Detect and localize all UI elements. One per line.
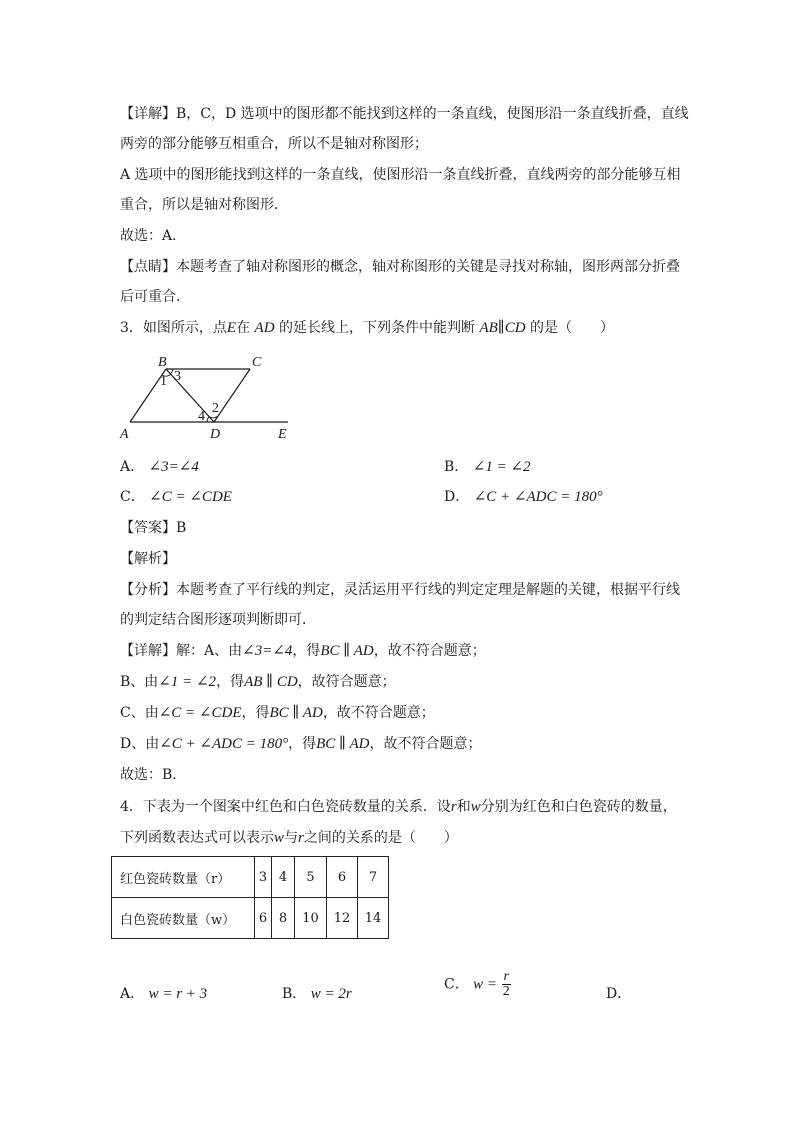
q3-option-c: C． ∠C = ∠CDE xyxy=(120,489,232,505)
detail-label: 【详解】 xyxy=(120,106,176,122)
detail-line-2: 两旁的部分能够互相重合，所以不是轴对称图形； xyxy=(120,136,428,152)
table-cell: 8 xyxy=(272,898,295,939)
q3-choice: 故选：B． xyxy=(120,767,187,783)
label-a: A xyxy=(120,427,129,442)
q4-option-d: D． xyxy=(606,986,632,1002)
table-cell: 12 xyxy=(327,898,358,939)
label-angle-1: 1 xyxy=(160,374,167,389)
q3-option-b: B． ∠1 = ∠2 xyxy=(444,459,531,475)
table-cell: 10 xyxy=(295,898,327,939)
row-label-white: 白色瓷砖数量（w） xyxy=(112,898,255,939)
q4-option-a: A． w = r + 3 xyxy=(120,986,208,1002)
q3-detail-c: C、由∠C = ∠CDE，得BC ∥ AD，故不符合题意； xyxy=(120,705,435,721)
table-row xyxy=(112,898,389,939)
q3-figure xyxy=(118,352,298,444)
angle-4-arc xyxy=(207,417,209,422)
q4-stem-1: 4．下表为一个图案中红色和白色瓷砖数量的关系．设r和w分别为红色和白色瓷砖的数量， xyxy=(120,799,677,815)
q3-option-a: A． ∠3=∠4 xyxy=(120,459,199,475)
detail-answer: 故选：A． xyxy=(120,228,187,244)
q3-detail-d: D、由∠C + ∠ADC = 180°，得BC ∥ AD，故不符合题意； xyxy=(120,736,482,752)
q4-option-c: C． w = $\frac{r}{2}$ xyxy=(444,969,510,999)
q3-analysis-line-1: 【分析】本题考查了平行线的判定，灵活运用平行线的判定定理是解题的关键，根据平行线 xyxy=(120,582,680,598)
table-cell: 14 xyxy=(358,898,389,939)
table-cell: 6 xyxy=(255,898,272,939)
comment-line-2: 后可重合． xyxy=(120,289,190,305)
q3-analysis-title: 【解析】 xyxy=(120,551,176,567)
detail-line-1: 【详解】B，C，D 选项中的图形都不能找到这样的一条直线，使图形沿一条直线折叠，直线 xyxy=(120,106,689,122)
label-c: C xyxy=(252,355,262,370)
comment-label: 【点睛】 xyxy=(120,259,176,275)
table-row xyxy=(112,857,389,898)
table-cell: 4 xyxy=(272,857,295,898)
label-d: D xyxy=(210,427,221,442)
q3-detail-a: 【详解】解：A、由∠3=∠4，得BC ∥ AD，故不符合题意； xyxy=(120,643,486,659)
q4-stem-2: 下列函数表达式可以表示w与r之间的关系的是（ ） xyxy=(120,830,458,846)
comment-line-1: 【点睛】本题考查了轴对称图形的概念，轴对称图形的关键是寻找对称轴，图形两部分折叠 xyxy=(120,259,680,275)
label-angle-2: 2 xyxy=(212,401,219,416)
label-e: E xyxy=(278,427,287,442)
table-cell: 7 xyxy=(358,857,389,898)
segment-cd xyxy=(214,369,250,422)
angle-3-arc xyxy=(170,369,173,374)
row-label-red: 红色瓷砖数量（r） xyxy=(112,857,255,898)
fraction: $\frac{r}{2}$ xyxy=(502,969,510,999)
label-b: B xyxy=(158,355,167,370)
table-cell: 5 xyxy=(295,857,327,898)
table-cell: 3 xyxy=(255,857,272,898)
detail-line-3: A 选项中的图形能找到这样的一条直线，使图形沿一条直线折叠，直线两旁的部分能够互相 xyxy=(120,167,681,183)
q3-answer: 【答案】B xyxy=(120,520,187,536)
q3-option-d: D． ∠C + ∠ADC = 180° xyxy=(444,489,603,505)
label-angle-4: 4 xyxy=(198,409,205,424)
q3-analysis-line-2: 的判定结合图形逐项判断即可． xyxy=(120,612,316,628)
detail-line-4: 重合，所以是轴对称图形． xyxy=(120,197,288,213)
table-cell: 6 xyxy=(327,857,358,898)
q3-detail-b: B、由∠1 = ∠2，得AB ∥ CD，故符合题意； xyxy=(120,674,396,690)
label-angle-3: 3 xyxy=(174,369,181,384)
tile-count-table xyxy=(111,856,389,939)
q4-option-b: B． w = 2r xyxy=(282,986,352,1002)
q3-stem: 3．如图所示，点E在 AD 的延长线上，下列条件中能判断 AB∥CD 的是（ ） xyxy=(120,320,615,336)
